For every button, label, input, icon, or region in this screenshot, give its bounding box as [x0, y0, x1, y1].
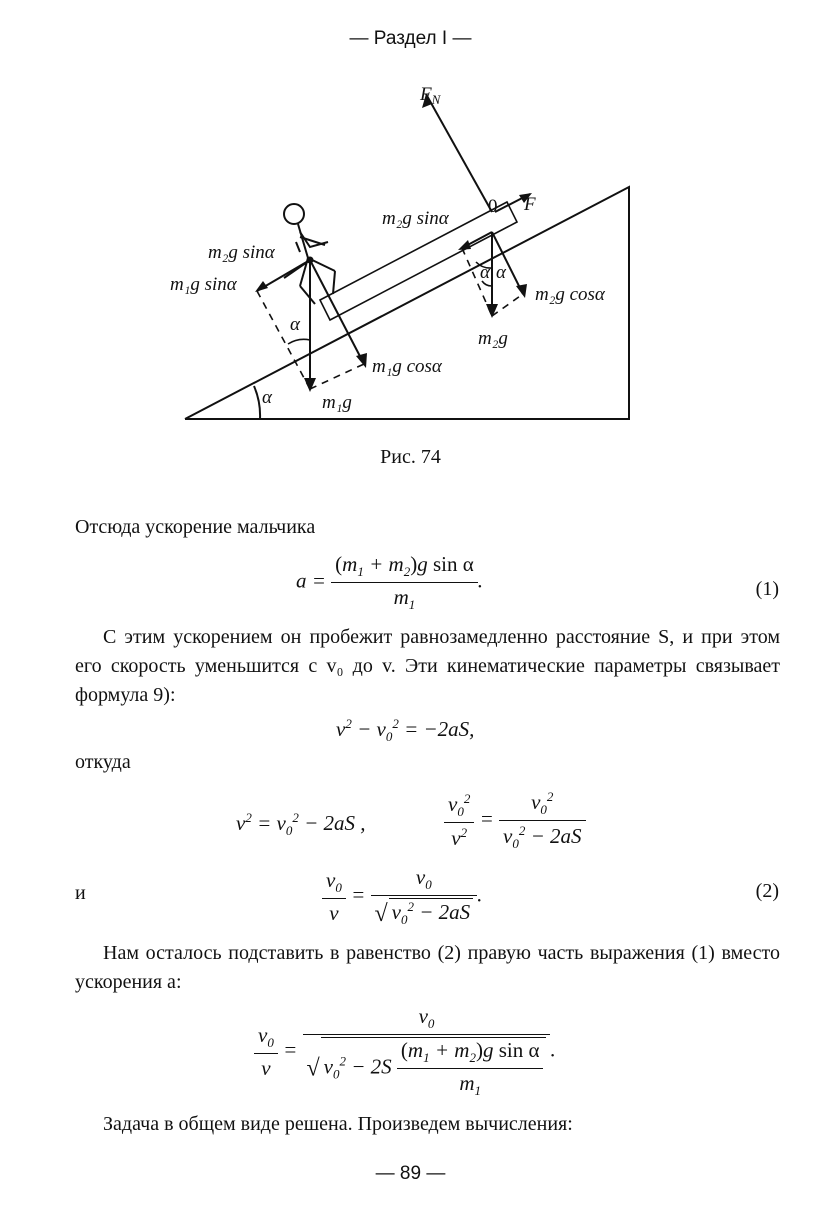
m2gcos-label: m₂g cosα [535, 284, 605, 305]
equation-v-squared: $v^2 = v_0^2 - 2aS$ , [236, 810, 366, 839]
paragraph-2: С этим ускорением он пробежит равнозамедленно расстояние S, и при этом его скорость уменьшится с v₀ до v. Эти кинематические параметры связывает формула 9): [75, 626, 780, 706]
equation-kinematics: $v^2 - v_0^2 = -2aS$, [336, 716, 475, 745]
m1gsin-label: m₁g sinα [170, 274, 237, 295]
m2gsin-top-label: m₂g sinα [382, 208, 449, 229]
alpha-base-label: α [262, 387, 272, 408]
alpha-plank-label-1: α [480, 262, 490, 283]
page-header: — Раздел I — [349, 28, 472, 49]
equation-2-number: (2) [755, 880, 779, 902]
paragraph-1: Отсюда ускорение мальчика [75, 516, 316, 538]
equation-1: a = $\frac{(m_1 + m_2)g \sin \alpha}{m_1}$ . [296, 552, 483, 613]
fn-label: $F_N$ [420, 84, 441, 107]
equation-final: $\frac{v_0}{v}$ = $v_0$ √ $v_0^2 - 2S$ $\frac{(m_1 + m_2)g \sin \alpha}{m_1}$ . [254, 1004, 556, 1100]
paragraph-4: и [75, 882, 86, 904]
equation-1-number: (1) [755, 578, 779, 600]
equation-ratio-squared: $\frac{v_0^2}{v^2}$ = $\frac{v_0^2}{v_0^2 - 2aS}$ [444, 789, 586, 852]
m1gcos-label: m₁g cosα [372, 356, 442, 377]
zero-label: 0 [488, 196, 498, 217]
paragraph-5: Нам осталось подставить в равенство (2) правую часть выражения (1) вместо ускорения a: [75, 942, 780, 993]
alpha-boy-label: α [290, 314, 300, 335]
equation-2: $\frac{v_0}{v}$ = $\frac{v_0}{√ v_0^2 - 2aS}$ . [322, 865, 482, 928]
m1g-label: m₁g [322, 392, 352, 413]
m2gsin-left-label: m₂g sinα [208, 242, 275, 263]
figure-caption: Рис. 74 [380, 446, 441, 468]
f-label: F [524, 194, 536, 215]
m2g-label: m₂g [478, 328, 508, 349]
paragraph-3: откуда [75, 751, 131, 773]
alpha-plank-label-2: α [496, 262, 506, 283]
figure-74 [150, 72, 670, 432]
page-number: — 89 — [375, 1163, 446, 1184]
paragraph-6: Задача в общем виде решена. Произведем вычисления: [103, 1113, 573, 1135]
